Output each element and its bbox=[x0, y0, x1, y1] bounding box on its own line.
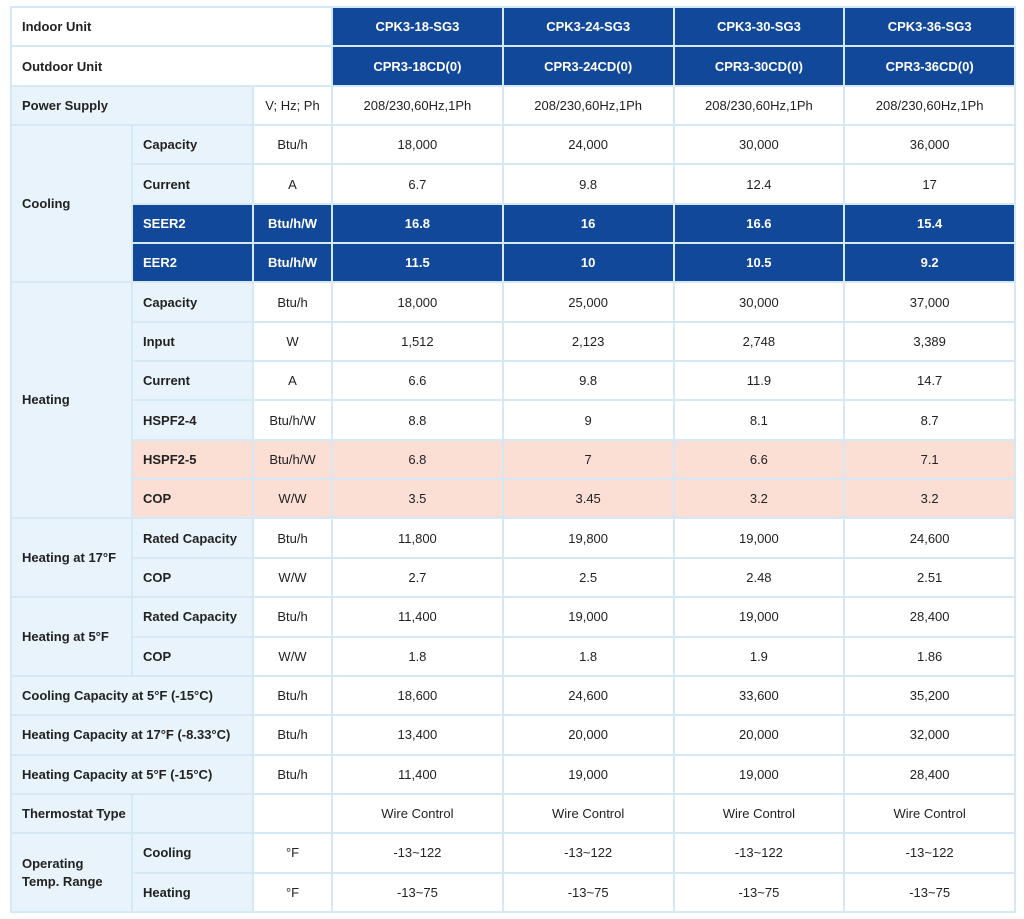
value-cell: 2.48 bbox=[674, 558, 845, 597]
value-cell: -13~75 bbox=[503, 873, 674, 912]
row-label: Heating Capacity at 17°F (-8.33°C) bbox=[11, 715, 253, 754]
value-cell: 11,400 bbox=[332, 755, 503, 794]
value-cell: 10.5 bbox=[674, 243, 845, 282]
row-label: Capacity bbox=[132, 125, 253, 164]
heating-5f-group-label: Heating at 5°F bbox=[11, 597, 132, 676]
value-cell: 20,000 bbox=[503, 715, 674, 754]
value-cell: 6.7 bbox=[332, 164, 503, 203]
unit-cell: Btu/h/W bbox=[253, 243, 332, 282]
value-cell: 1,512 bbox=[332, 322, 503, 361]
value-cell: 6.6 bbox=[332, 361, 503, 400]
row-label: Rated Capacity bbox=[132, 518, 253, 557]
value-cell: 2.5 bbox=[503, 558, 674, 597]
row-label: Rated Capacity bbox=[132, 597, 253, 636]
value-cell: 9.8 bbox=[503, 164, 674, 203]
value-cell: Wire Control bbox=[332, 794, 503, 833]
value-cell: 2,123 bbox=[503, 322, 674, 361]
table-row bbox=[11, 125, 1015, 164]
value-cell: 25,000 bbox=[503, 282, 674, 321]
row-label: Heating bbox=[132, 873, 253, 912]
value-cell: -13~122 bbox=[503, 833, 674, 872]
unit-cell: Btu/h bbox=[253, 715, 332, 754]
value-cell: 30,000 bbox=[674, 125, 845, 164]
row-label: HSPF2-5 bbox=[132, 440, 253, 479]
row-label: COP bbox=[132, 637, 253, 676]
value-cell: 28,400 bbox=[844, 755, 1015, 794]
value-cell: 8.1 bbox=[674, 400, 845, 439]
value-cell: 208/230,60Hz,1Ph bbox=[503, 86, 674, 125]
table-row bbox=[11, 400, 1015, 439]
unit-cell bbox=[253, 794, 332, 833]
value-cell: 19,000 bbox=[503, 755, 674, 794]
value-cell: 6.8 bbox=[332, 440, 503, 479]
table-row bbox=[11, 322, 1015, 361]
row-label: Current bbox=[132, 361, 253, 400]
unit-cell: °F bbox=[253, 873, 332, 912]
value-cell: 1.86 bbox=[844, 637, 1015, 676]
value-cell: 13,400 bbox=[332, 715, 503, 754]
table-row bbox=[11, 361, 1015, 400]
outdoor-model: CPR3-24CD(0) bbox=[503, 46, 674, 85]
eer2-row bbox=[11, 243, 1015, 282]
group-label-line: Temp. Range bbox=[22, 873, 103, 889]
unit-cell: Btu/h bbox=[253, 125, 332, 164]
operating-range-group-label bbox=[11, 833, 132, 912]
unit-cell: Btu/h bbox=[253, 518, 332, 557]
unit-cell: A bbox=[253, 164, 332, 203]
value-cell: 32,000 bbox=[844, 715, 1015, 754]
value-cell: 18,000 bbox=[332, 282, 503, 321]
row-label: HSPF2-4 bbox=[132, 400, 253, 439]
value-cell: 3.45 bbox=[503, 479, 674, 518]
table-row bbox=[11, 755, 1015, 794]
value-cell: 19,000 bbox=[674, 597, 845, 636]
unit-cell: W/W bbox=[253, 479, 332, 518]
value-cell: 16.8 bbox=[332, 204, 503, 243]
thermostat-row bbox=[11, 794, 1015, 833]
outdoor-unit-label: Outdoor Unit bbox=[11, 46, 332, 85]
spec-table bbox=[10, 6, 1016, 913]
value-cell: 11,400 bbox=[332, 597, 503, 636]
value-cell: 9.8 bbox=[503, 361, 674, 400]
value-cell: 208/230,60Hz,1Ph bbox=[844, 86, 1015, 125]
value-cell: 16 bbox=[503, 204, 674, 243]
value-cell: 16.6 bbox=[674, 204, 845, 243]
table-row bbox=[11, 597, 1015, 636]
empty-cell bbox=[132, 794, 253, 833]
value-cell: 24,000 bbox=[503, 125, 674, 164]
unit-cell: A bbox=[253, 361, 332, 400]
unit-cell: Btu/h/W bbox=[253, 204, 332, 243]
table-row bbox=[11, 518, 1015, 557]
value-cell: 1.8 bbox=[503, 637, 674, 676]
unit-cell: °F bbox=[253, 833, 332, 872]
value-cell: 19,000 bbox=[674, 518, 845, 557]
value-cell: -13~75 bbox=[674, 873, 845, 912]
value-cell: 1.8 bbox=[332, 637, 503, 676]
unit-cell: W/W bbox=[253, 637, 332, 676]
table-row bbox=[11, 833, 1015, 872]
outdoor-model: CPR3-30CD(0) bbox=[674, 46, 845, 85]
value-cell: 3,389 bbox=[844, 322, 1015, 361]
indoor-unit-row bbox=[11, 7, 1015, 46]
value-cell: 11.5 bbox=[332, 243, 503, 282]
value-cell: 2,748 bbox=[674, 322, 845, 361]
row-label: Capacity bbox=[132, 282, 253, 321]
value-cell: 2.7 bbox=[332, 558, 503, 597]
indoor-model: CPK3-36-SG3 bbox=[844, 7, 1015, 46]
power-supply-row bbox=[11, 86, 1015, 125]
unit-cell: Btu/h/W bbox=[253, 400, 332, 439]
value-cell: 19,000 bbox=[503, 597, 674, 636]
row-label: COP bbox=[132, 479, 253, 518]
table-row bbox=[11, 637, 1015, 676]
table-row bbox=[11, 282, 1015, 321]
value-cell: 208/230,60Hz,1Ph bbox=[674, 86, 845, 125]
unit-cell: Btu/h bbox=[253, 282, 332, 321]
value-cell: 2.51 bbox=[844, 558, 1015, 597]
unit-cell: Btu/h/W bbox=[253, 440, 332, 479]
row-label: Cooling Capacity at 5°F (-15°C) bbox=[11, 676, 253, 715]
value-cell: 3.2 bbox=[674, 479, 845, 518]
value-cell: 19,000 bbox=[674, 755, 845, 794]
value-cell: 35,200 bbox=[844, 676, 1015, 715]
outdoor-model: CPR3-36CD(0) bbox=[844, 46, 1015, 85]
value-cell: 8.8 bbox=[332, 400, 503, 439]
indoor-unit-label: Indoor Unit bbox=[11, 7, 332, 46]
value-cell: 12.4 bbox=[674, 164, 845, 203]
unit-cell: W/W bbox=[253, 558, 332, 597]
row-label: SEER2 bbox=[132, 204, 253, 243]
unit-cell: Btu/h bbox=[253, 755, 332, 794]
table-row bbox=[11, 873, 1015, 912]
value-cell: 3.2 bbox=[844, 479, 1015, 518]
value-cell: Wire Control bbox=[674, 794, 845, 833]
value-cell: 33,600 bbox=[674, 676, 845, 715]
table-row bbox=[11, 164, 1015, 203]
unit-cell: W bbox=[253, 322, 332, 361]
value-cell: 9 bbox=[503, 400, 674, 439]
row-label: COP bbox=[132, 558, 253, 597]
value-cell: 36,000 bbox=[844, 125, 1015, 164]
value-cell: -13~122 bbox=[332, 833, 503, 872]
power-supply-label: Power Supply bbox=[11, 86, 253, 125]
group-label-line: Operating bbox=[22, 855, 84, 871]
heating-group-label: Heating bbox=[11, 282, 132, 518]
value-cell: -13~75 bbox=[332, 873, 503, 912]
value-cell: Wire Control bbox=[503, 794, 674, 833]
value-cell: 15.4 bbox=[844, 204, 1015, 243]
value-cell: 7.1 bbox=[844, 440, 1015, 479]
value-cell: 14.7 bbox=[844, 361, 1015, 400]
value-cell: -13~122 bbox=[674, 833, 845, 872]
value-cell: -13~75 bbox=[844, 873, 1015, 912]
value-cell: Wire Control bbox=[844, 794, 1015, 833]
value-cell: 9.2 bbox=[844, 243, 1015, 282]
unit-cell: V; Hz; Ph bbox=[253, 86, 332, 125]
seer2-row bbox=[11, 204, 1015, 243]
value-cell: 28,400 bbox=[844, 597, 1015, 636]
row-label: Heating Capacity at 5°F (-15°C) bbox=[11, 755, 253, 794]
value-cell: 17 bbox=[844, 164, 1015, 203]
row-label: EER2 bbox=[132, 243, 253, 282]
table-row bbox=[11, 676, 1015, 715]
row-label: Input bbox=[132, 322, 253, 361]
value-cell: 30,000 bbox=[674, 282, 845, 321]
indoor-model: CPK3-30-SG3 bbox=[674, 7, 845, 46]
indoor-model: CPK3-18-SG3 bbox=[332, 7, 503, 46]
hspf2-5-row bbox=[11, 440, 1015, 479]
value-cell: 24,600 bbox=[844, 518, 1015, 557]
value-cell: 18,600 bbox=[332, 676, 503, 715]
value-cell: 24,600 bbox=[503, 676, 674, 715]
value-cell: 6.6 bbox=[674, 440, 845, 479]
outdoor-model: CPR3-18CD(0) bbox=[332, 46, 503, 85]
value-cell: 7 bbox=[503, 440, 674, 479]
value-cell: 11,800 bbox=[332, 518, 503, 557]
cooling-group-label: Cooling bbox=[11, 125, 132, 282]
row-label: Thermostat Type bbox=[11, 794, 132, 833]
heating-17f-group-label: Heating at 17°F bbox=[11, 518, 132, 597]
heating-cop-row bbox=[11, 479, 1015, 518]
value-cell: 1.9 bbox=[674, 637, 845, 676]
value-cell: 208/230,60Hz,1Ph bbox=[332, 86, 503, 125]
table-row bbox=[11, 715, 1015, 754]
indoor-model: CPK3-24-SG3 bbox=[503, 7, 674, 46]
value-cell: 11.9 bbox=[674, 361, 845, 400]
value-cell: 8.7 bbox=[844, 400, 1015, 439]
value-cell: -13~122 bbox=[844, 833, 1015, 872]
outdoor-unit-row bbox=[11, 46, 1015, 85]
value-cell: 18,000 bbox=[332, 125, 503, 164]
row-label: Cooling bbox=[132, 833, 253, 872]
value-cell: 3.5 bbox=[332, 479, 503, 518]
value-cell: 19,800 bbox=[503, 518, 674, 557]
table-row bbox=[11, 558, 1015, 597]
value-cell: 20,000 bbox=[674, 715, 845, 754]
value-cell: 37,000 bbox=[844, 282, 1015, 321]
unit-cell: Btu/h bbox=[253, 597, 332, 636]
unit-cell: Btu/h bbox=[253, 676, 332, 715]
value-cell: 10 bbox=[503, 243, 674, 282]
row-label: Current bbox=[132, 164, 253, 203]
